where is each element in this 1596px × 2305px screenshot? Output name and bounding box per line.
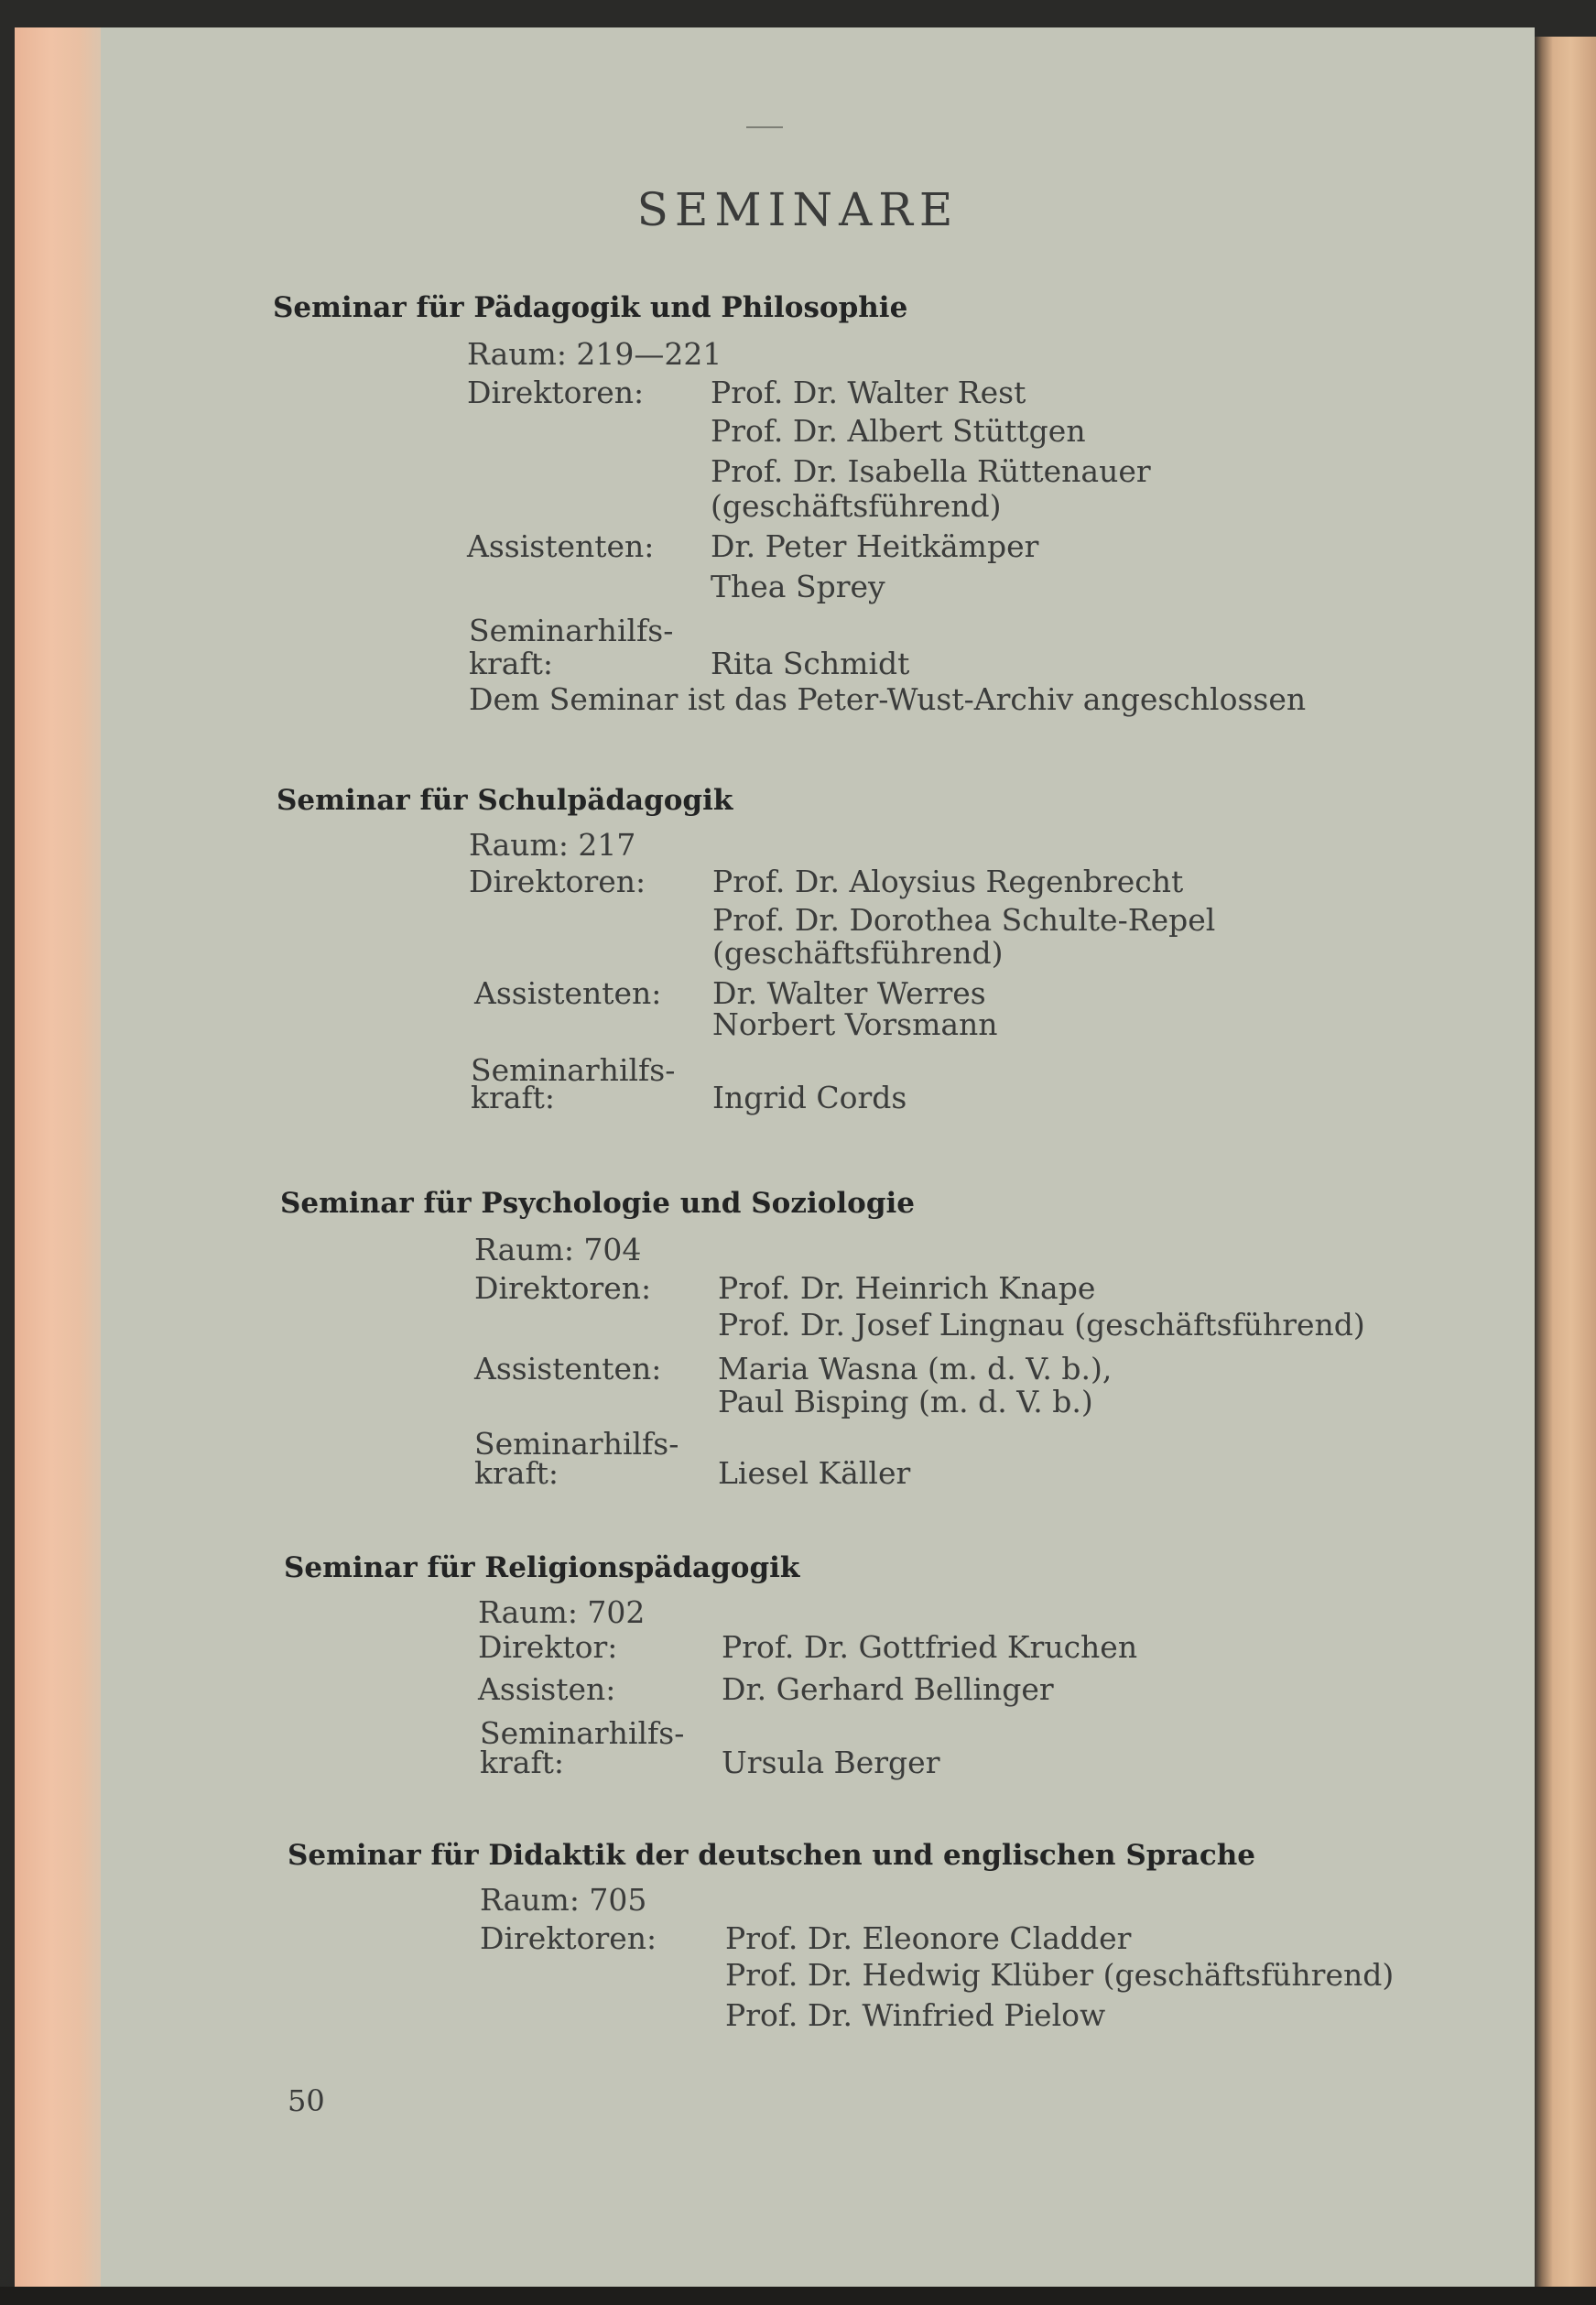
seminar-1-direktor-1: Prof. Dr. Walter Rest xyxy=(711,375,1026,410)
seminar-2-direktor-1: Prof. Dr. Aloysius Regenbrecht xyxy=(712,864,1184,899)
scan-border-bottom xyxy=(0,2287,1596,2305)
seminar-2-assistenten-label: Assistenten: xyxy=(474,975,662,1011)
seminar-3-direktor-1: Prof. Dr. Heinrich Knape xyxy=(718,1270,1096,1306)
seminar-4-direktor-1: Prof. Dr. Gottfried Kruchen xyxy=(722,1629,1138,1665)
seminar-1-assistent-2: Thea Sprey xyxy=(711,569,885,604)
seminar-2-hilfskraft: Ingrid Cords xyxy=(712,1080,907,1115)
seminar-3-assistent-2: Paul Bisping (m. d. V. b.) xyxy=(718,1384,1093,1419)
seminar-1-direktor-3: Prof. Dr. Isabella Rüttenauer xyxy=(711,453,1151,489)
seminar-4-raum: Raum: 702 xyxy=(478,1594,646,1630)
seminar-3-direktor-2: Prof. Dr. Josef Lingnau (geschäftsführend) xyxy=(718,1307,1365,1343)
seminar-5-title: Seminar für Didaktik der deutschen und englischen Sprache xyxy=(288,1839,1255,1872)
seminar-4-hilfskraft-label-2: kraft: xyxy=(480,1745,565,1780)
seminar-3-title: Seminar für Psychologie und Soziologie xyxy=(280,1187,916,1220)
seminar-1-hilfskraft-label-2: kraft: xyxy=(469,646,554,681)
seminar-3-direktoren-label: Direktoren: xyxy=(474,1270,652,1306)
seminar-1-assistenten-label: Assistenten: xyxy=(467,528,655,564)
decorative-dash xyxy=(746,126,783,128)
seminar-2-raum: Raum: 217 xyxy=(469,827,636,863)
seminar-3-hilfskraft-label-1: Seminarhilfs- xyxy=(474,1426,679,1462)
seminar-1-title: Seminar für Pädagogik und Philosophie xyxy=(273,291,908,324)
seminar-3-hilfskraft-label-2: kraft: xyxy=(474,1455,559,1491)
seminar-2-direktor-2-role: (geschäftsführend) xyxy=(712,935,1004,971)
seminar-4-title: Seminar für Religionspädagogik xyxy=(284,1551,800,1584)
seminar-5-direktoren-label: Direktoren: xyxy=(480,1920,657,1956)
seminar-2-assistent-1: Dr. Walter Werres xyxy=(712,975,986,1011)
seminar-2-assistent-2: Norbert Vorsmann xyxy=(712,1006,998,1042)
page-title: SEMINARE xyxy=(636,183,960,236)
seminar-2-title: Seminar für Schulpädagogik xyxy=(277,784,733,817)
seminar-3-hilfskraft: Liesel Käller xyxy=(718,1455,911,1491)
seminar-2-hilfskraft-label-2: kraft: xyxy=(471,1080,556,1115)
seminar-1-hilfskraft: Rita Schmidt xyxy=(711,646,910,681)
seminar-4-direktor-label: Direktor: xyxy=(478,1629,618,1665)
seminar-1-direktoren-label: Direktoren: xyxy=(467,375,645,410)
seminar-1-assistent-1: Dr. Peter Heitkämper xyxy=(711,528,1039,564)
seminar-3-raum: Raum: 704 xyxy=(474,1232,642,1267)
seminar-4-assistenten-label: Assisten: xyxy=(478,1671,616,1707)
seminar-5-direktor-2: Prof. Dr. Hedwig Klüber (geschäftsführend) xyxy=(725,1957,1395,1993)
seminar-4-hilfskraft-label-1: Seminarhilfs- xyxy=(480,1715,685,1751)
seminar-3-assistenten-label: Assistenten: xyxy=(474,1351,662,1386)
seminar-1-raum: Raum: 219—221 xyxy=(467,336,722,372)
seminar-4-hilfskraft: Ursula Berger xyxy=(722,1745,940,1780)
seminar-5-direktor-3: Prof. Dr. Winfried Pielow xyxy=(725,1997,1106,2033)
seminar-1-direktor-3-role: (geschäftsführend) xyxy=(711,488,1002,524)
seminar-5-raum: Raum: 705 xyxy=(480,1882,647,1918)
seminar-1-note: Dem Seminar ist das Peter-Wust-Archiv angeschlossen xyxy=(469,681,1307,717)
seminar-1-hilfskraft-label-1: Seminarhilfs- xyxy=(469,613,674,648)
seminar-3-assistent-1: Maria Wasna (m. d. V. b.), xyxy=(718,1351,1113,1386)
page-number: 50 xyxy=(288,2083,325,2118)
seminar-1-direktor-2: Prof. Dr. Albert Stüttgen xyxy=(711,413,1086,449)
seminar-5-direktor-1: Prof. Dr. Eleonore Cladder xyxy=(725,1920,1132,1956)
seminar-2-hilfskraft-label-1: Seminarhilfs- xyxy=(471,1052,676,1088)
seminar-2-direktoren-label: Direktoren: xyxy=(469,864,646,899)
seminar-2-direktor-2: Prof. Dr. Dorothea Schulte-Repel xyxy=(712,902,1216,938)
book-edge-right xyxy=(1535,37,1596,2289)
seminar-4-assistent-1: Dr. Gerhard Bellinger xyxy=(722,1671,1054,1707)
